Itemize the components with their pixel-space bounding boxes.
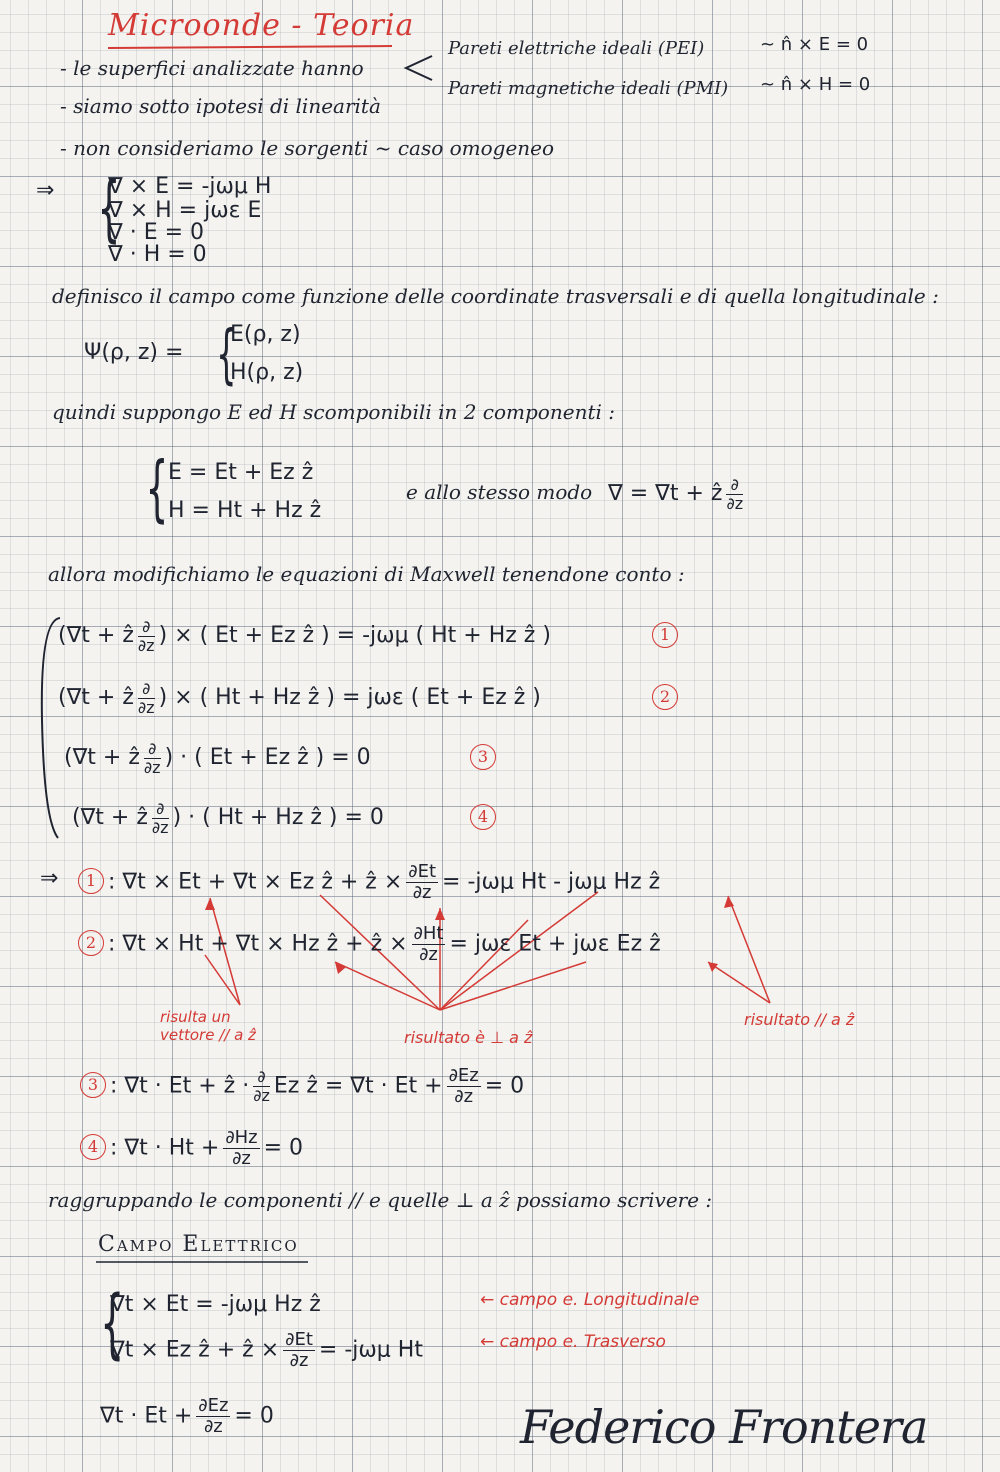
campo-eq-3: ∇t · Et + $\frac{\partial Ez}{\partial z}$ = 0 bbox=[100, 1395, 274, 1437]
campo-note-longitudinale: ← campo e. Longitudinale bbox=[480, 1290, 700, 1310]
nabla-decomp: ∇ = ∇t + ẑ $\frac{\partial}{\partial z}$ bbox=[608, 475, 744, 513]
div-eq-4: : ∇t · Ht + $\frac{\partial Hz}{\partial z}$ = 0 bbox=[110, 1127, 304, 1169]
eq-number-4: 4 bbox=[470, 804, 496, 830]
group-text: raggruppando le componenti // e quelle ⊥ a ẑ possiamo scrivere : bbox=[48, 1188, 713, 1212]
maxwell-eq-4: ∇ · H = 0 bbox=[108, 242, 207, 267]
pei-label: Pareti elettriche ideali (PEI) bbox=[448, 38, 705, 59]
pmi-condition: ~ n̂ × H = 0 bbox=[760, 74, 871, 95]
expanded-number-2: 2 bbox=[78, 930, 104, 956]
annotation-parallel-1-line-1: risulta un bbox=[160, 1008, 231, 1026]
campo-eq-1: ∇t × Et = -jωμ Hz ẑ bbox=[110, 1292, 321, 1317]
modified-eq-3: (∇t + ẑ $\frac{\partial}{\partial z}$ ) · ( Et + Ez ẑ ) = 0 bbox=[64, 739, 371, 777]
div-number-4: 4 bbox=[80, 1134, 106, 1160]
expanded-eq-2: : ∇t × Ht + ∇t × Hz ẑ + ẑ × $\frac{\partial Ht}{\partial z}$ = jωε Et + jωε Ez ẑ bbox=[108, 923, 661, 965]
decomp-eq-e: E = Et + Ez ẑ bbox=[168, 460, 314, 485]
campo-brace: { bbox=[100, 1278, 125, 1367]
pei-condition: ~ n̂ × E = 0 bbox=[760, 34, 869, 55]
intro-line-3: - non consideriamo le sorgenti ~ caso omogeneo bbox=[60, 136, 555, 160]
signature: Federico Frontera bbox=[520, 1400, 928, 1454]
eq-number-1: 1 bbox=[652, 622, 678, 648]
implies-arrow: ⇒ bbox=[36, 178, 55, 203]
eq-number-2: 2 bbox=[652, 684, 678, 710]
decomp-brace: { bbox=[145, 446, 169, 530]
psi-brace: { bbox=[216, 318, 237, 392]
psi-case-h: H(ρ, z) bbox=[230, 360, 304, 385]
title-underline bbox=[108, 46, 392, 48]
campo-note-trasverso: ← campo e. Trasverso bbox=[480, 1332, 666, 1352]
maxwell-eq-1: ∇ × E = -jωμ H bbox=[108, 174, 272, 199]
modified-eq-4: (∇t + ẑ $\frac{\partial}{\partial z}$ ) · ( Ht + Hz ẑ ) = 0 bbox=[72, 799, 384, 837]
modified-eq-2: (∇t + ẑ $\frac{\partial}{\partial z}$ ) × ( Ht + Hz ẑ ) = jωε ( Et + Ez ẑ ) bbox=[58, 679, 541, 717]
annotation-parallel-2: risultato // a ẑ bbox=[744, 1010, 855, 1029]
expanded-eq-1: : ∇t × Et + ∇t × Ez ẑ + ẑ × $\frac{\partial Et}{\partial z}$ = -jωμ Ht - jωμ Hz ẑ bbox=[108, 861, 661, 903]
intro-line-1: - le superfici analizzate hanno bbox=[60, 56, 364, 80]
decomp-text: quindi suppongo E ed H scomponibili in 2 componenti : bbox=[52, 400, 615, 424]
pmi-label: Pareti magnetiche ideali (PMI) bbox=[448, 78, 729, 99]
psi-lhs: Ψ(ρ, z) = bbox=[84, 340, 184, 365]
branch-arrow bbox=[406, 56, 432, 80]
maxwell-eq-3: ∇ · E = 0 bbox=[108, 220, 205, 245]
maxwell-eq-2: ∇ × H = jωε E bbox=[108, 198, 262, 223]
expanded-number-1: 1 bbox=[78, 868, 104, 894]
intro-line-2: - siamo sotto ipotesi di linearità bbox=[60, 94, 381, 118]
field-def-text: definisco il campo come funzione delle coordinate trasversali e di quella longitudinale : bbox=[52, 284, 939, 308]
campo-elettrico-heading: Campo Elettrico bbox=[98, 1232, 299, 1257]
maxwell-brace: { bbox=[97, 166, 121, 250]
same-way-text: e allo stesso modo bbox=[406, 480, 593, 504]
psi-case-e: E(ρ, z) bbox=[230, 322, 301, 347]
modified-eq-1: (∇t + ẑ $\frac{\partial}{\partial z}$ ) × ( Et + Ez ẑ ) = -jωμ ( Ht + Hz ẑ ) bbox=[58, 617, 551, 655]
annotation-parallel-1-line-2: vettore // a ẑ bbox=[160, 1026, 256, 1044]
campo-eq-2: ∇t × Ez ẑ + ẑ × $\frac{\partial Et}{\partial z}$ = -jωμ Ht bbox=[110, 1329, 423, 1371]
div-number-3: 3 bbox=[80, 1072, 106, 1098]
expanded-implies: ⇒ bbox=[40, 866, 59, 891]
page-title: Microonde - Teoria bbox=[108, 8, 415, 43]
decomp-eq-h: H = Ht + Hz ẑ bbox=[168, 498, 322, 523]
eq-number-3: 3 bbox=[470, 744, 496, 770]
annotation-perpendicular: risultato è ⊥ a ẑ bbox=[404, 1028, 533, 1047]
modify-text: allora modifichiamo le equazioni di Maxwell tenendone conto : bbox=[48, 562, 685, 586]
div-eq-3: : ∇t · Et + ẑ · $\frac{\partial}{\partial z}$ Ez ẑ = ∇t · Et + $\frac{\partial Ez}{\partial z}$ = 0 bbox=[110, 1065, 525, 1107]
